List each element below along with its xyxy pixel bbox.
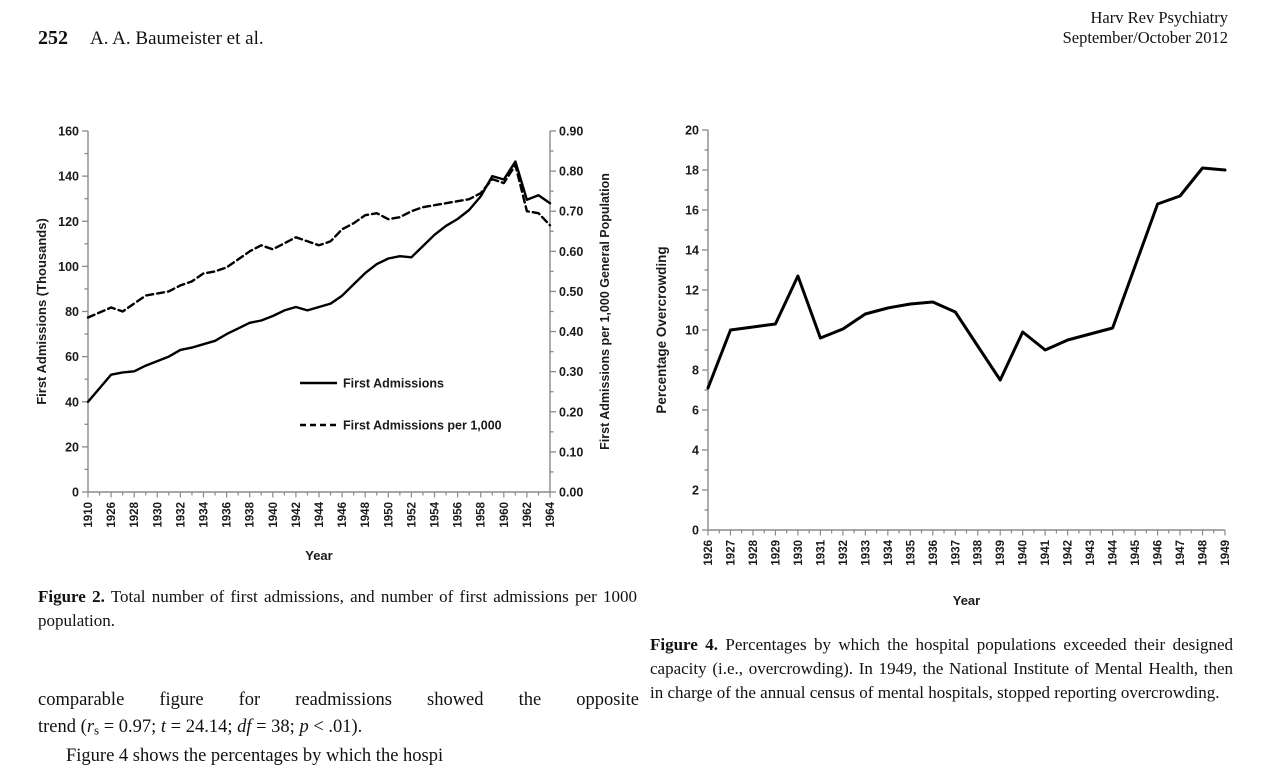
x-axis-title: Year: [952, 593, 981, 608]
x-tick-label: 1944: [1107, 540, 1120, 566]
x-tick-label: 1926: [106, 502, 119, 528]
y-left-tick-label: 140: [58, 169, 79, 184]
y-right-tick-label: 0.00: [559, 485, 584, 500]
body-line: trend (rs = 0.97; t = 24.14; df = 38; p < .01).: [38, 717, 363, 738]
y-right-tick-label: 0.40: [559, 325, 584, 340]
header-right: [1063, 8, 1228, 48]
x-tick-label: 1934: [882, 540, 895, 566]
header-left: [38, 27, 264, 50]
legend-label: First Admissions: [343, 376, 444, 391]
x-tick-label: 1926: [703, 540, 715, 566]
x-tick-label: 1932: [837, 540, 850, 566]
body-paragraph: [38, 687, 639, 770]
x-tick-label: 1942: [1062, 540, 1075, 566]
y-tick-label: 4: [692, 443, 699, 458]
x-tick-label: 1938: [244, 502, 257, 528]
y-right-tick-label: 0.20: [559, 405, 584, 420]
series-solid: [88, 162, 550, 402]
x-tick-label: 1937: [950, 540, 963, 566]
figure4-caption: [650, 633, 1233, 705]
journal-issue: September/October 2012: [1062, 28, 1228, 47]
x-tick-label: 1962: [521, 502, 534, 528]
y-left-tick-label: 0: [72, 485, 79, 500]
figure4-line-chart: [650, 93, 1270, 633]
y-left-tick-label: 100: [58, 259, 79, 274]
x-tick-label: 1954: [429, 502, 442, 528]
figure4-caption-label: Figure 4.: [650, 635, 718, 654]
body-line: comparable figure for readmissions showed the opposite: [38, 690, 639, 710]
running-authors: A. A. Baumeister et al.: [90, 28, 264, 49]
legend-label: First Admissions per 1,000: [343, 418, 502, 433]
x-tick-label: 1931: [815, 540, 828, 566]
x-tick-label: 1940: [267, 502, 280, 528]
x-tick-label: 1939: [995, 540, 1008, 566]
x-tick-label: 1947: [1175, 540, 1188, 566]
x-tick-label: 1952: [406, 502, 419, 528]
figure2-chart: [0, 93, 655, 598]
x-tick-label: 1930: [792, 540, 805, 566]
series-dashed: [88, 165, 550, 317]
y-tick-label: 0: [692, 523, 699, 538]
y-tick-label: 10: [685, 323, 699, 338]
x-tick-label: 1936: [221, 502, 234, 528]
x-tick-label: 1932: [175, 502, 188, 528]
x-tick-label: 1956: [452, 502, 465, 528]
x-tick-label: 1934: [198, 502, 211, 528]
figure4-chart: [650, 93, 1270, 638]
journal-name: Harv Rev Psychiatry: [1090, 8, 1228, 27]
y-left-tick-label: 20: [65, 440, 79, 455]
y-tick-label: 18: [685, 163, 699, 178]
y-tick-label: 16: [685, 203, 699, 218]
x-tick-label: 1930: [152, 502, 165, 528]
x-tick-label: 1910: [83, 502, 95, 528]
x-tick-label: 1936: [927, 540, 940, 566]
figure2-line-chart: [0, 93, 655, 593]
x-tick-label: 1948: [360, 502, 373, 528]
y-right-tick-label: 0.10: [559, 445, 584, 460]
x-tick-label: 1938: [972, 540, 985, 566]
x-tick-label: 1946: [337, 502, 350, 528]
y-tick-label: 8: [692, 363, 699, 378]
y-right-tick-label: 0.70: [559, 204, 584, 219]
y-right-tick-label: 0.60: [559, 244, 584, 259]
x-tick-label: 1942: [290, 502, 303, 528]
figure2-caption-label: Figure 2.: [38, 587, 105, 606]
y-right-tick-label: 0.50: [559, 284, 584, 299]
x-tick-label: 1928: [747, 540, 760, 566]
figure4-caption-text: Percentages by which the hospital populations exceeded their designed capacity (i.e., overcrowding). In 1949, the National Institute of Mental Health, then in charge of the annual census of mental hospitals, stopped reporting overcrowding.: [650, 635, 1234, 702]
x-axis-title: Year: [305, 548, 333, 563]
x-tick-label: 1964: [545, 502, 557, 528]
y-left-tick-label: 160: [58, 124, 79, 139]
x-tick-label: 1929: [770, 540, 783, 566]
page-number: 252: [38, 27, 68, 49]
x-tick-label: 1949: [1220, 540, 1232, 566]
figure2-caption-text: Total number of first admissions, and number of first admissions per 1000 population.: [38, 587, 637, 630]
x-tick-label: 1933: [860, 540, 873, 566]
x-tick-label: 1945: [1130, 540, 1143, 566]
y-tick-label: 2: [692, 483, 699, 498]
x-tick-label: 1943: [1085, 540, 1098, 566]
x-tick-label: 1927: [725, 540, 738, 566]
x-tick-label: 1960: [498, 502, 511, 528]
series-solid: [708, 168, 1225, 388]
y-right-tick-label: 0.30: [559, 365, 584, 380]
y-right-tick-label: 0.90: [559, 124, 584, 139]
x-tick-label: 1950: [383, 502, 396, 528]
y-right-axis-title: First Admissions per 1,000 General Population: [598, 173, 612, 450]
y-tick-label: 6: [692, 403, 699, 418]
x-tick-label: 1944: [314, 502, 326, 528]
figure2-caption: [38, 585, 637, 633]
x-tick-label: 1946: [1152, 540, 1165, 566]
y-left-axis-title: First Admissions (Thousands): [34, 218, 49, 405]
x-tick-label: 1941: [1040, 540, 1053, 566]
x-tick-label: 1948: [1197, 540, 1210, 566]
y-left-tick-label: 120: [58, 214, 79, 229]
y-tick-label: 14: [685, 243, 699, 258]
y-left-tick-label: 60: [65, 350, 79, 365]
x-tick-label: 1940: [1017, 540, 1030, 566]
x-tick-label: 1935: [905, 540, 918, 566]
y-left-tick-label: 80: [65, 305, 79, 319]
y-left-tick-label: 40: [65, 395, 79, 410]
x-tick-label: 1928: [129, 502, 142, 528]
y-tick-label: 20: [685, 123, 699, 138]
y-tick-label: 12: [685, 283, 699, 298]
body-line: Figure 4 shows the percentages by which the hospi: [66, 746, 444, 767]
x-tick-label: 1958: [475, 502, 488, 528]
y-axis-title: Percentage Overcrowding: [654, 246, 669, 414]
y-right-tick-label: 0.80: [559, 164, 584, 179]
